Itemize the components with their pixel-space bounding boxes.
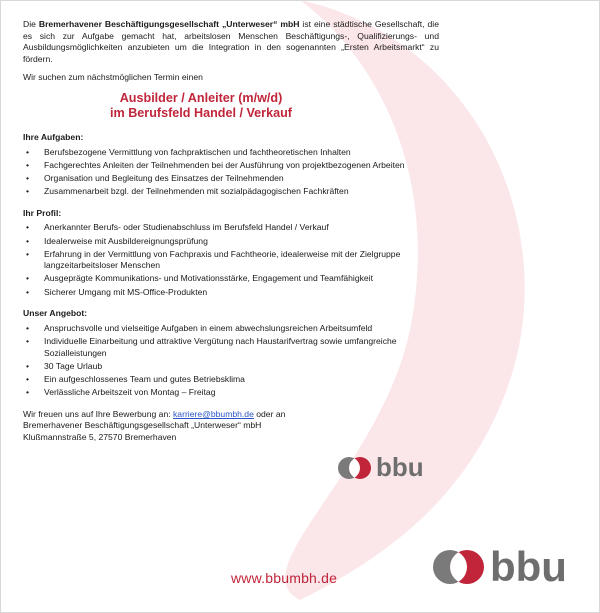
list-item: • Fachgerechtes Anleiten der Teilnehmenden bei der Ausführung von projektbezogenen Arbeiten xyxy=(23,160,439,172)
list-item: • Berufsbezogene Vermittlung von fachpraktischen und fachtheoretischen Inhalten xyxy=(23,147,439,159)
tasks-heading: Ihre Aufgaben: xyxy=(23,131,84,142)
email-link[interactable]: karriere@bbumbh.de xyxy=(173,408,254,419)
list-item: • Individuelle Einarbeitung und attraktive Vergütung nach Haustarifvertrag sowie umfangreiche Sozialleistungen xyxy=(23,336,439,359)
list-item: • Idealerweise mit Ausbildereignungsprüfung xyxy=(23,236,439,248)
company-address-street: Klußmannstraße 5, 27570 Bremerhaven xyxy=(23,431,177,442)
list-item: • 30 Tage Urlaub xyxy=(23,361,439,373)
company-intro: Die Bremerhavener Beschäftigungsgesellschaft „Unterweser“ mbH ist eine städtische Gesellschaft, die es sich zur Aufgabe gemacht hat, arbeitslosen Menschen Beschäftigungs-, Qualifizierungs- und Ausbildungsmöglichkeiten anzubieten um die Integration in den sogenannten „Ersten Arbeitsmarkt“ zu fördern. xyxy=(23,19,439,64)
bbu-circles-logo-icon xyxy=(337,454,373,482)
job-ad-body xyxy=(23,19,439,444)
offer-heading: Unser Angebot: xyxy=(23,308,88,319)
bbu-logo-large xyxy=(432,543,567,591)
logo-wordmark: bbu xyxy=(376,452,424,482)
website-link[interactable]: www.bbumbh.de xyxy=(231,570,338,586)
list-item: • Ein aufgeschlossenes Team und gutes Betriebsklima xyxy=(23,374,439,386)
list-item: • Anerkannter Berufs- oder Studienabschluss im Berufsfeld Handel / Verkauf xyxy=(23,222,439,234)
bbu-logo-small xyxy=(337,452,424,483)
profile-heading: Ihr Profil: xyxy=(23,207,62,218)
logo-wordmark: bbu xyxy=(490,543,567,590)
list-item: • Organisation und Begleitung des Einsatzes der Teilnehmenden xyxy=(23,173,439,185)
company-address-name: Bremerhavener Beschäftigungsgesellschaft „Unterweser“ mbH xyxy=(23,420,262,431)
list-item: • Verlässliche Arbeitszeit von Montag – Freitag xyxy=(23,387,439,399)
offer-list xyxy=(23,323,439,399)
bbu-circles-logo-icon xyxy=(432,544,486,590)
lead-text: Wir suchen zum nächstmöglichen Termin einen xyxy=(23,72,203,83)
profile-list xyxy=(23,222,439,298)
tasks-list xyxy=(23,147,439,198)
contact-block: Wir freuen uns auf Ihre Bewerbung an: karriere@bbumbh.de oder an Bremerhavener Beschäftigungsgesellschaft „Unterweser“ mbH Klußmannstraße 5, 27570 Bremerhaven xyxy=(23,409,439,444)
list-item: • Zusammenarbeit bzgl. der Teilnehmenden mit sozialpädagogischen Fachkräften xyxy=(23,186,439,198)
company-name: Bremerhavener Beschäftigungsgesellschaft „Unterweser“ mbH xyxy=(38,19,300,29)
list-item: • Erfahrung in der Vermittlung von Fachpraxis und Fachtheorie, idealerweise mit der Zielgruppe langzeitarbeitsloser Menschen xyxy=(23,249,439,272)
job-title: Ausbilder / Anleiter (m/w/d) im Berufsfeld Handel / Verkauf xyxy=(110,90,292,120)
list-item: • Ausgeprägte Kommunikations- und Motivationsstärke, Engagement und Teamfähigkeit xyxy=(23,273,439,285)
list-item: • Anspruchsvolle und vielseitige Aufgaben in einem abwechslungsreichen Arbeitsumfeld xyxy=(23,323,439,335)
list-item: • Sicherer Umgang mit MS-Office-Produkten xyxy=(23,287,439,299)
